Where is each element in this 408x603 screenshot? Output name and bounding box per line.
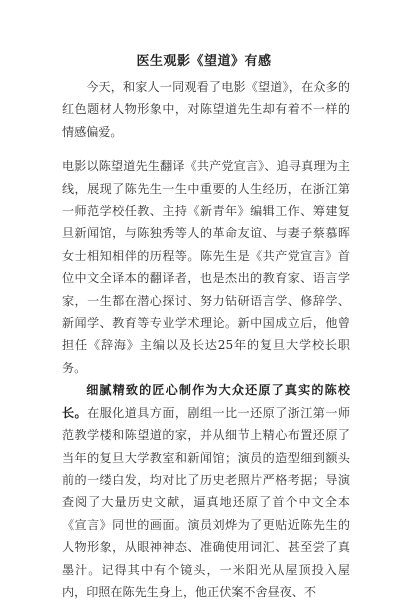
document-body bbox=[62, 76, 350, 603]
paragraph-3 bbox=[62, 379, 350, 603]
paragraph-3-emphasis: 细腻精致的匠心制作为大众还原了真实的陈校长。 bbox=[62, 383, 350, 420]
paragraph-1: 今天，和家人一同观看了电影《望道》，在众多的红色题材人物形象中，对陈望道先生却有着不一样的情感偏爱。 bbox=[62, 80, 350, 139]
paragraph-2: 电影以陈望道先生翻译《共产党宣言》、追寻真理为主线，展现了陈先生一生中重要的人生经历，在浙江第一师范学校任教、主持《新青年》编辑工作、筹建复旦新闻馆，与陈独秀等人的革命友谊、与妻子蔡慕晖女士相知相伴的历程等。陈先生是《共产党宣言》首位中文全译本的翻译者，也是杰出的教育家、语言学家，一生都在潜心探讨、努力钻研语言学、修辞学、新闻学、教育等专业学术理论。新中国成立后，他曾担任《辞海》主编以及长达25年的复旦大学校长职务。 bbox=[62, 159, 350, 375]
paragraph-3-text: 在服化道具方面，剧组一比一还原了浙江第一师范教学楼和陈望道的家，并从细节上精心布置还原了当年的复旦大学教室和新闻馆；演员的造型细到额头前的一缕白发，均对比了历史老照片严格考据；导演查阅了大量历史文献，逼真地还原了首个中文全本《宣言》同世的画面。演员刘烨为了更贴近陈先生的人物形象，从眼神神态、准确使用词汇、甚至尝了真墨汁。记得其中有个镜头，一米阳光从屋顶投入屋内，印照在陈先生身上，他正伏案不舍昼夜、不 bbox=[62, 405, 350, 599]
document-title: 医生观影《望道》有感 bbox=[136, 54, 272, 69]
